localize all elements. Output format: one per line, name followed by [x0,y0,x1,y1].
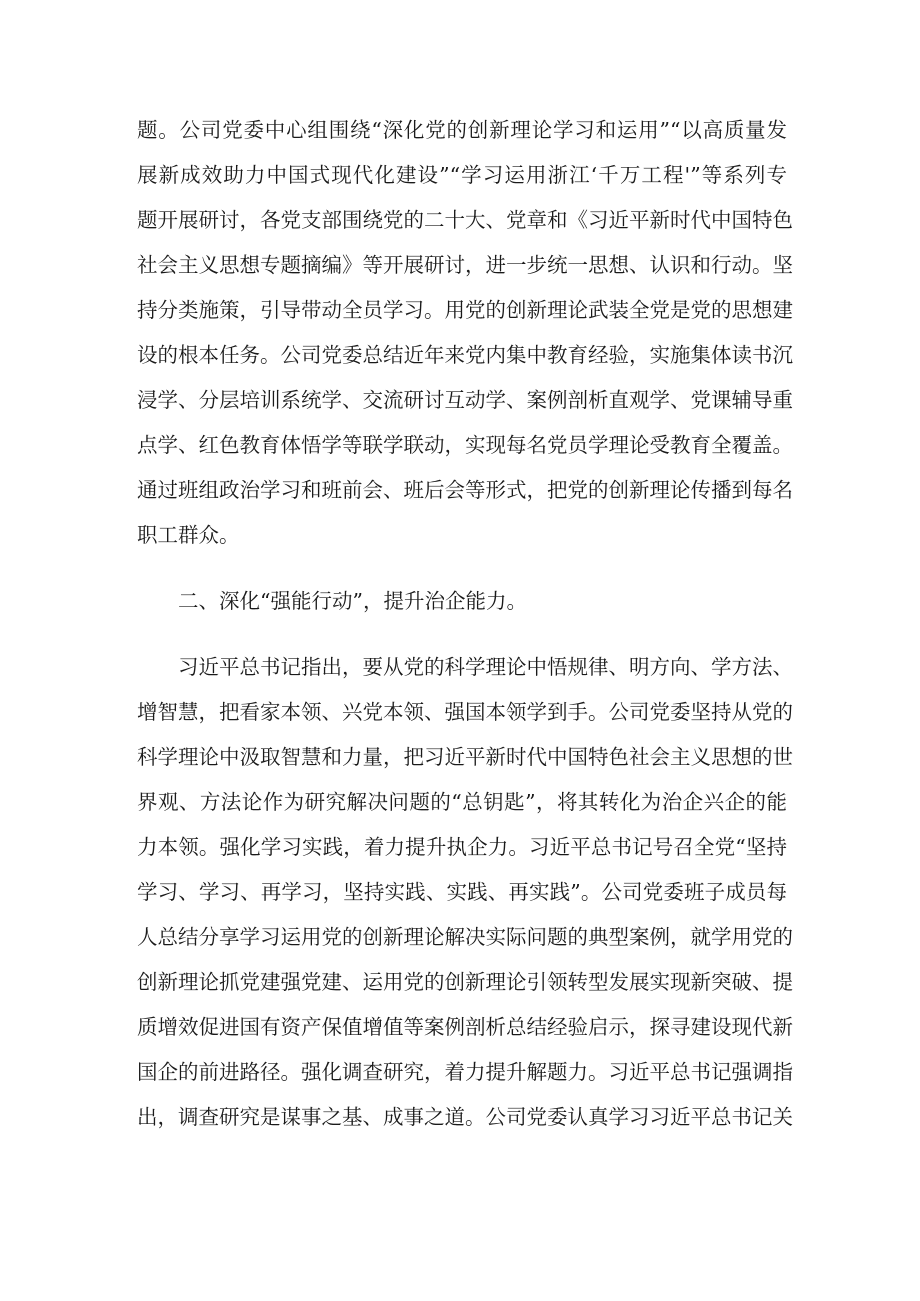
paragraph-1-line-1: 题。公司党委中心组围绕“深化党的创新理论学习和运用”“以高质量发 [137,118,787,142]
paragraph-2-line-4: 界观、方法论作为研究解决问题的“总钥匙”，将其转化为治企兴企的能 [137,790,787,814]
paragraph-1-line-5: 持分类施策，引导带动全员学习。用党的创新理论武装全党是党的思想建 [137,298,793,322]
paragraph-2-line-6: 学习、学习、再学习，坚持实践、实践、再实践”。公司党委班子成员每 [137,880,787,904]
paragraph-1-line-8: 点学、红色教育体悟学等联学联动，实现每名党员学理论受教育全覆盖。 [137,433,793,457]
paragraph-1-line-7: 浸学、分层培训系统学、交流研讨互动学、案例剖析直观学、党课辅导重 [137,388,793,412]
paragraph-1-line-6: 设的根本任务。公司党委总结近年来党内集中教育经验，实施集体读书沉 [137,343,793,367]
paragraph-1-line-4: 社会主义思想专题摘编》等开展研讨，进一步统一思想、认识和行动。坚 [137,253,793,277]
paragraph-2-line-7: 人总结分享学习运用党的创新理论解决实际问题的典型案例，就学用党的 [137,925,793,949]
paragraph-2-line-1: 习近平总书记指出，要从党的科学理论中悟规律、明方向、学方法、 [178,655,793,679]
paragraph-1-line-3: 题开展研讨，各党支部围绕党的二十大、党章和《习近平新时代中国特色 [137,208,793,232]
paragraph-2-line-2: 增智慧，把看家本领、兴党本领、强国本领学到手。公司党委坚持从党的 [137,700,793,724]
paragraph-1-line-2: 展新成效助力中国式现代化建设”“学习运用浙江‘千万工程'”等系列专 [137,163,787,187]
paragraph-2-line-3: 科学理论中汲取智慧和力量，把习近平新时代中国特色社会主义思想的世 [137,745,793,769]
paragraph-2-line-11: 出，调查研究是谋事之基、成事之道。公司党委认真学习习近平总书记关 [137,1105,793,1129]
section-heading: 二、深化“强能行动”，提升治企能力。 [178,589,527,613]
paragraph-2-line-9: 质增效促进国有资产保值增值等案例剖析总结经验启示，探寻建设现代新 [137,1015,793,1039]
paragraph-2-line-8: 创新理论抓党建强党建、运用党的创新理论引领转型发展实现新突破、提 [137,970,793,994]
paragraph-2-line-5: 力本领。强化学习实践，着力提升执企力。习近平总书记号召全党“坚持 [137,835,787,859]
paragraph-1-line-9: 通过班组政治学习和班前会、班后会等形式，把党的创新理论传播到每名 [137,478,793,502]
paragraph-2-line-10: 国企的前进路径。强化调查研究，着力提升解题力。习近平总书记强调指 [137,1060,793,1084]
paragraph-1-line-10: 职工群众。 [137,523,240,547]
